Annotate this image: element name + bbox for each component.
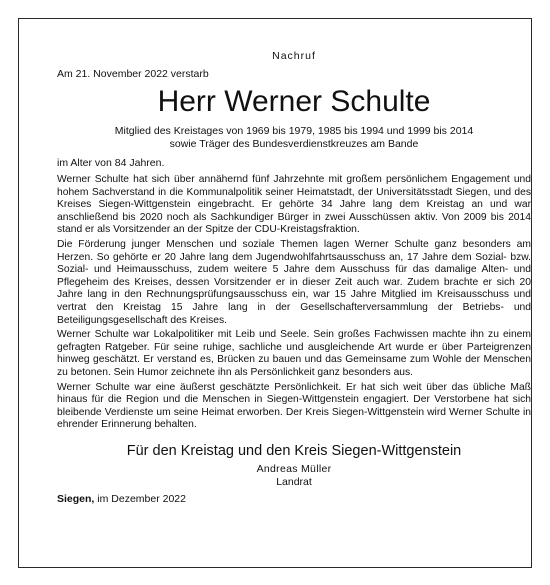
- age-line: im Alter von 84 Jahren.: [57, 157, 165, 169]
- obituary-notice: [18, 18, 532, 568]
- intro-line: Am 21. November 2022 verstarb: [57, 68, 209, 80]
- deceased-name: Herr Werner Schulte: [157, 85, 431, 118]
- paragraph-character: Werner Schulte war Lokalpolitiker mit Leib und Seele. Sein großes Fachwissen machte ihn zu einem gefragten Ratgeber. Für seine ruhige, sachliche und ausgleichende Art wurde er über Parteigrenzen hinweg geschätzt. Er verstand es, Brücken zu bauen und das Gemeinsame zum Wohle der Menschen zu betonen. Sein Humor zeichnete ihn als Persönlichkeit ganz besonders aus.: [57, 329, 531, 378]
- date: im Dezember 2022: [97, 492, 186, 505]
- notice-content: [57, 49, 531, 506]
- roles-line-2: sowie Träger des Bundesverdienstkreuzes am Bande: [169, 137, 419, 150]
- footer-organization: Für den Kreistag und den Kreis Siegen-Wittgenstein: [126, 442, 462, 459]
- signer-name: Andreas Müller: [256, 462, 332, 475]
- place: Siegen,: [57, 492, 95, 505]
- place-date: [57, 493, 531, 506]
- paragraph-social: Die Förderung junger Menschen und soziale Themen lagen Werner Schulte ganz besonders am Herzen. So gehörte er 20 Jahre lang dem Jugendwohlfahrtsausschuss an, 17 Jahre dem Sozial- bzw. Sozial- und Heimausschuss, zudem weitere 5 Jahre dem Ausschuss für das damalige Alten- und Pflegeheim des Kreises, dessen Vorsitzender er in dieser Zeit auch war. Zudem brachte er sich 20 Jahre lang in den Rechnungsprüfungsausschuss ein, war 15 Jahre Mitglied im Kreisausschuss und vertrat den Kreistag 15 Jahre lang in der Gesellschafterversammlung der Betriebs- und Beteiligungsgesellschaft des Kreises.: [57, 238, 531, 326]
- signer-role: Landrat: [276, 475, 312, 488]
- roles-line-1: Mitglied des Kreistages von 1969 bis 1979, 1985 bis 1994 und 1999 bis 2014: [114, 125, 474, 137]
- paragraph-career: Werner Schulte hat sich über annähernd fünf Jahrzehnte mit großem persönlichem Engagement und hohem Sachverstand in die Kommunalpolitik seiner Heimatstadt, der Universitätsstadt Siegen, und des Kreises Siegen-Wittgenstein eingebracht. Er gehörte 34 Jahre lang dem Kreistag an und war anschließend bis 2020 noch als Sachkundiger Bürger in zwei Ausschüssen aktiv. Von 2009 bis 2014 stand er als Vorsitzender an der Spitze der CDU-Kreistagsfraktion.: [57, 174, 531, 236]
- paragraph-legacy: Werner Schulte war eine äußerst geschätzte Persönlichkeit. Er hat sich weit über das übliche Maß hinaus für die Region und die Menschen in Siegen-Wittgenstein engagiert. Der Verstorbene hat sich bleibende Verdienste um seine Heimat erworben. Der Kreis Siegen-Wittgenstein wird Werner Schulte in ehrender Erinnerung behalten.: [57, 381, 531, 431]
- notice-header: Nachruf: [272, 50, 316, 62]
